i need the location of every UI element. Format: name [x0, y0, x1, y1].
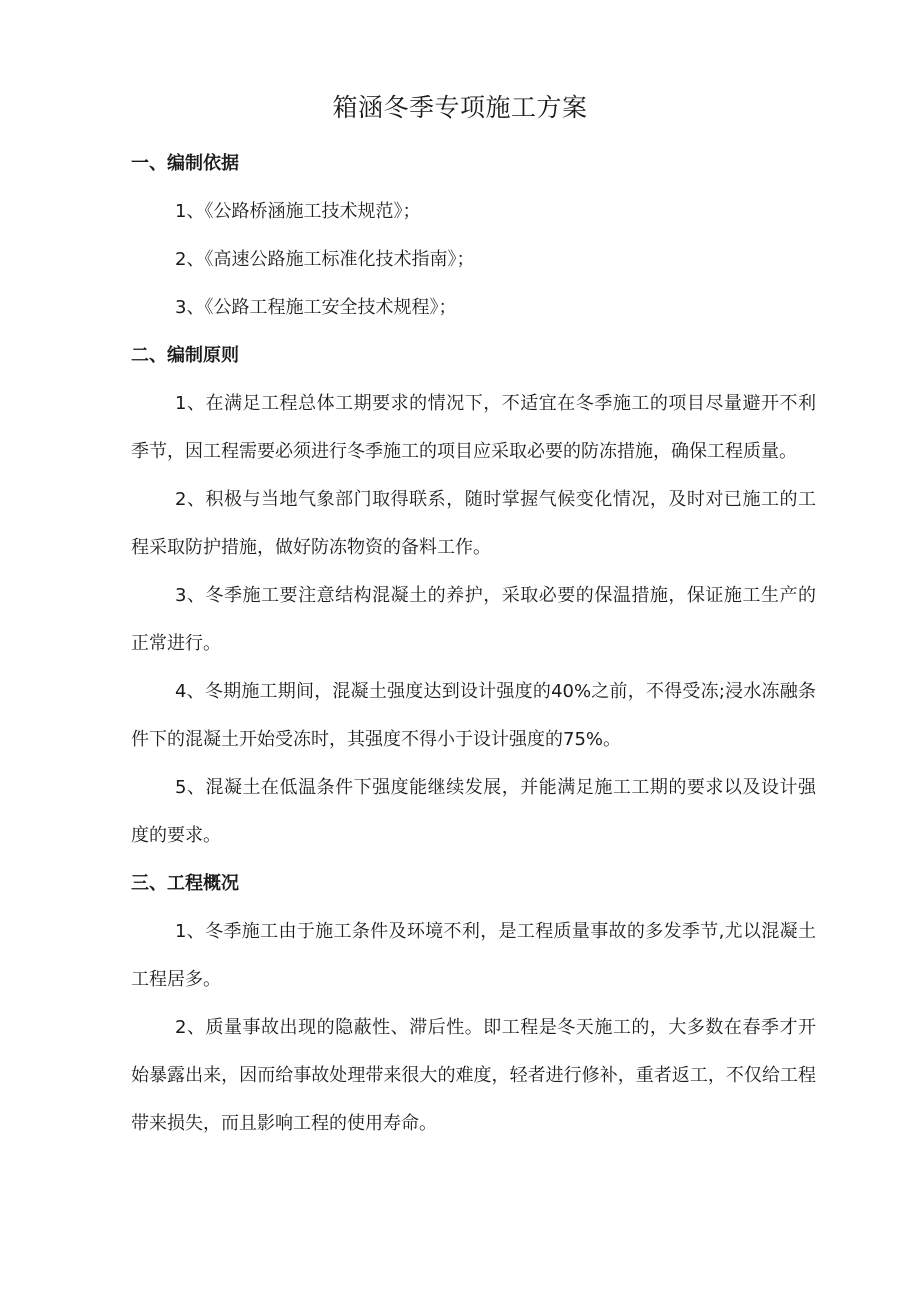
basis-item-2: 2、《高速公路施工标准化技术指南》； [175, 249, 475, 270]
section-heading-overview: 三、工程概况 [131, 873, 239, 894]
section-heading-basis: 一、编制依据 [131, 153, 239, 174]
basis-item-1: 1、《公路桥涵施工技术规范》； [175, 201, 421, 222]
section-overview [131, 860, 816, 1148]
overview-item-1: 1、冬季施工由于施工条件及环境不利，是工程质量事故的多发季节,尤以混凝土工程居多。 [131, 921, 816, 990]
basis-item-3: 3、《公路工程施工安全技术规程》； [175, 297, 457, 318]
principle-item-4: 4、冬期施工期间，混凝土强度达到设计强度的40%之前，不得受冻;浸水冻融条件下的混凝土开始受冻时，其强度不得小于设计强度的75%。 [131, 681, 816, 750]
overview-item-2: 2、质量事故出现的隐蔽性、滞后性。即工程是冬天施工的，大多数在春季才开始暴露出来，因而给事故处理带来很大的难度，轻者进行修补，重者返工，不仅给工程带来损失，而且影响工程的使用寿命。 [131, 1017, 816, 1134]
section-basis [131, 140, 816, 332]
section-heading-principles: 二、编制原则 [131, 345, 239, 366]
document-title: 箱涵冬季专项施工方案 [332, 93, 588, 122]
principle-item-1: 1、在满足工程总体工期要求的情况下，不适宜在冬季施工的项目尽量避开不利季节，因工程需要必须进行冬季施工的项目应采取必要的防冻措施，确保工程质量。 [131, 393, 816, 462]
document-body [131, 140, 816, 1148]
principle-item-3: 3、冬季施工要注意结构混凝土的养护，采取必要的保温措施，保证施工生产的正常进行。 [131, 585, 816, 654]
section-principles [131, 332, 816, 860]
principle-item-2: 2、积极与当地气象部门取得联系，随时掌握气候变化情况，及时对已施工的工程采取防护措施，做好防冻物资的备料工作。 [131, 489, 816, 558]
principle-item-5: 5、混凝土在低温条件下强度能继续发展，并能满足施工工期的要求以及设计强度的要求。 [131, 777, 816, 846]
